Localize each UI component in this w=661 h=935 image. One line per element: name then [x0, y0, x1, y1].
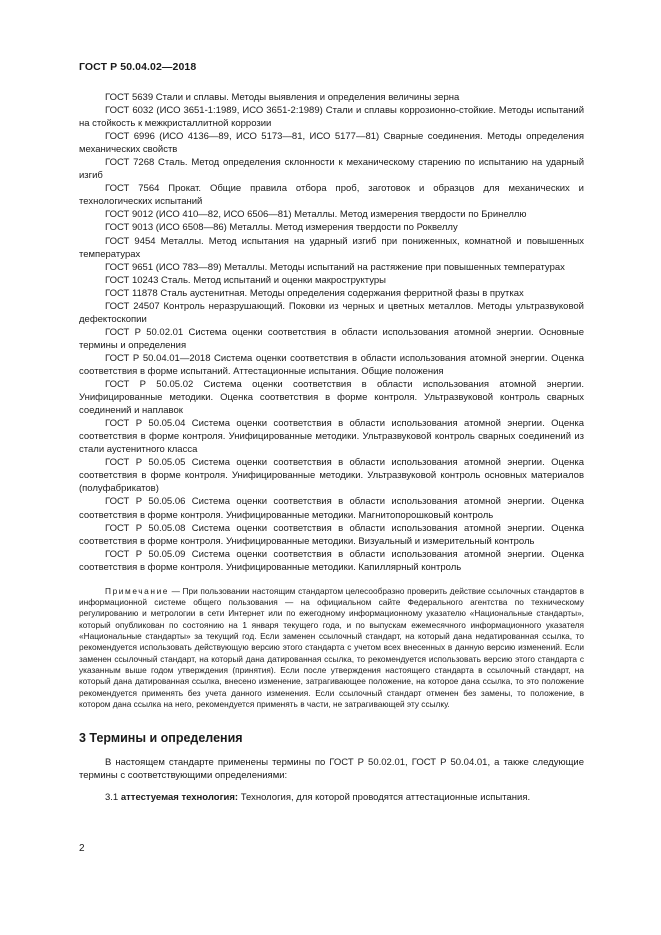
reference-item: ГОСТ 9651 (ИСО 783—89) Металлы. Методы испытаний на растяжение при повышенных температурах [105, 261, 565, 273]
term-name: аттестуемая технология: [120, 792, 239, 804]
section-heading: 3 Термины и определения [79, 730, 243, 745]
reference-item: ГОСТ 6996 (ИСО 4136—89, ИСО 5173—81, ИСО 5177—81) Сварные соединения. Методы определения механических свойств [79, 131, 584, 156]
note-paragraph [79, 586, 584, 711]
term-definition [79, 791, 584, 804]
reference-item: ГОСТ 7564 Прокат. Общие правила отбора проб, заготовок и образцов для механических и технологических испытаний [79, 183, 584, 208]
reference-item: ГОСТ Р 50.05.09 Система оценки соответствия в области использования атомной энергии. Оценка соответствия в форме контроля. Унифицированные методики. Капиллярный контроль [79, 548, 584, 573]
reference-item: ГОСТ Р 50.05.08 Система оценки соответствия в области использования атомной энергии. Оценка соответствия в форме контроля. Унифицированные методики. Визуальный и измерительный контроль [79, 522, 584, 547]
term-definition-text: Технология, для которой проводятся аттестационные испытания. [238, 792, 531, 804]
reference-item: ГОСТ 5639 Стали и сплавы. Методы выявления и определения величины зерна [105, 92, 460, 103]
reference-item: ГОСТ Р 50.05.05 Система оценки соответствия в области использования атомной энергии. Оценка соответствия в форме контроля. Унифицированные методики. Ультразвуковой контроль основных материалов (полуфабрикатов) [79, 457, 584, 495]
reference-item: ГОСТ Р 50.04.01—2018 Система оценки соответствия в области использования атомной энергии. Оценка соответствия в форме испытаний. Аттестационные испытания. Общие положения [79, 352, 584, 377]
reference-item: ГОСТ Р 50.02.01 Система оценки соответствия в области использования атомной энергии. Основные термины и определения [79, 326, 584, 351]
note-text: — При пользовании настоящим стандартом целесообразно проверить действие ссылочных стандартов в информационной системе общего пользования — на официальном сайте Федерального агентства по техническому регулированию и метрологии в сети Интернет или по ежегодному информационному указателю «Национальные стандарты», который опубликован по состоянию на 1 января текущего года, и по выпускам ежемесячного информационного указателя «Национальные стандарты» за текущий год. Если заменен ссылочный стандарт, на который дана недатированная ссылка, то рекомендуется использовать действующую версию этого стандарта с учетом всех внесенных в данную версию изменений. Если заменен ссылочный стандарт, на который дана датированная ссылка, то рекомендуется использовать версию этого стандарта с указанным выше годом утверждения (принятия). Если после утверждения настоящего стандарта в ссылочный стандарт, на который дана датированная ссылка, внесено изменение, затрагивающее положение, на которое дана ссылка, то это положение рекомендуется применять без учета данного изменения. Если ссылочный стандарт отменен без замены, то положение, в котором дана ссылка на него, рекомендуется применять в части, не затрагивающей эту ссылку. [79, 585, 584, 710]
reference-item: ГОСТ 6032 (ИСО 3651-1:1989, ИСО 3651-2:1989) Стали и сплавы коррозионно-стойкие. Методы испытаний на стойкость к межкристаллитной коррозии [79, 105, 584, 130]
section-intro: В настоящем стандарте применены термины по ГОСТ Р 50.02.01, ГОСТ Р 50.04.01, а также следующие термины с соответствующими определениями: [79, 756, 584, 781]
reference-item: ГОСТ 11878 Сталь аустенитная. Методы определения содержания ферритной фазы в прутках [105, 287, 524, 299]
reference-item: ГОСТ 10243 Сталь. Метод испытаний и оценки макроструктуры [105, 274, 386, 286]
reference-item: ГОСТ Р 50.05.02 Система оценки соответствия в области использования атомной энергии. Унифицированные методики. Оценка соответствия в форме контроля. Ультразвуковой контроль сварных соединений и наплавок [79, 379, 584, 417]
reference-item: ГОСТ 9454 Металлы. Метод испытания на ударный изгиб при пониженных, комнатной и повышенных температурах [79, 235, 584, 260]
page-number: 2 [79, 843, 85, 854]
note-label: Примечание [105, 585, 170, 596]
references-list [79, 91, 584, 574]
reference-item: ГОСТ 9013 (ИСО 6508—86) Металлы. Метод измерения твердости по Роквеллу [105, 222, 458, 234]
reference-item: ГОСТ 7268 Сталь. Метод определения склонности к механическому старению по испытанию на ударный изгиб [79, 157, 584, 182]
term-number: 3.1 [105, 792, 121, 804]
reference-item: ГОСТ 9012 (ИСО 410—82, ИСО 6506—81) Металлы. Метод измерения твердости по Бринеллю [105, 209, 527, 221]
reference-item: ГОСТ 24507 Контроль неразрушающий. Поковки из черных и цветных металлов. Методы ультразвуковой дефектоскопии [79, 300, 584, 325]
reference-item: ГОСТ Р 50.05.04 Система оценки соответствия в области использования атомной энергии. Оценка соответствия в форме контроля. Унифицированные методики. Ультразвуковой контроль сварных соединений из стали аустенитного класса [79, 418, 584, 456]
page-content [79, 91, 584, 814]
reference-item: ГОСТ Р 50.05.06 Система оценки соответствия в области использования атомной энергии. Оценка соответствия в форме контроля. Унифицированные методики. Магнитопорошковый контроль [79, 496, 584, 521]
document-header: ГОСТ Р 50.04.02—2018 [79, 61, 197, 73]
